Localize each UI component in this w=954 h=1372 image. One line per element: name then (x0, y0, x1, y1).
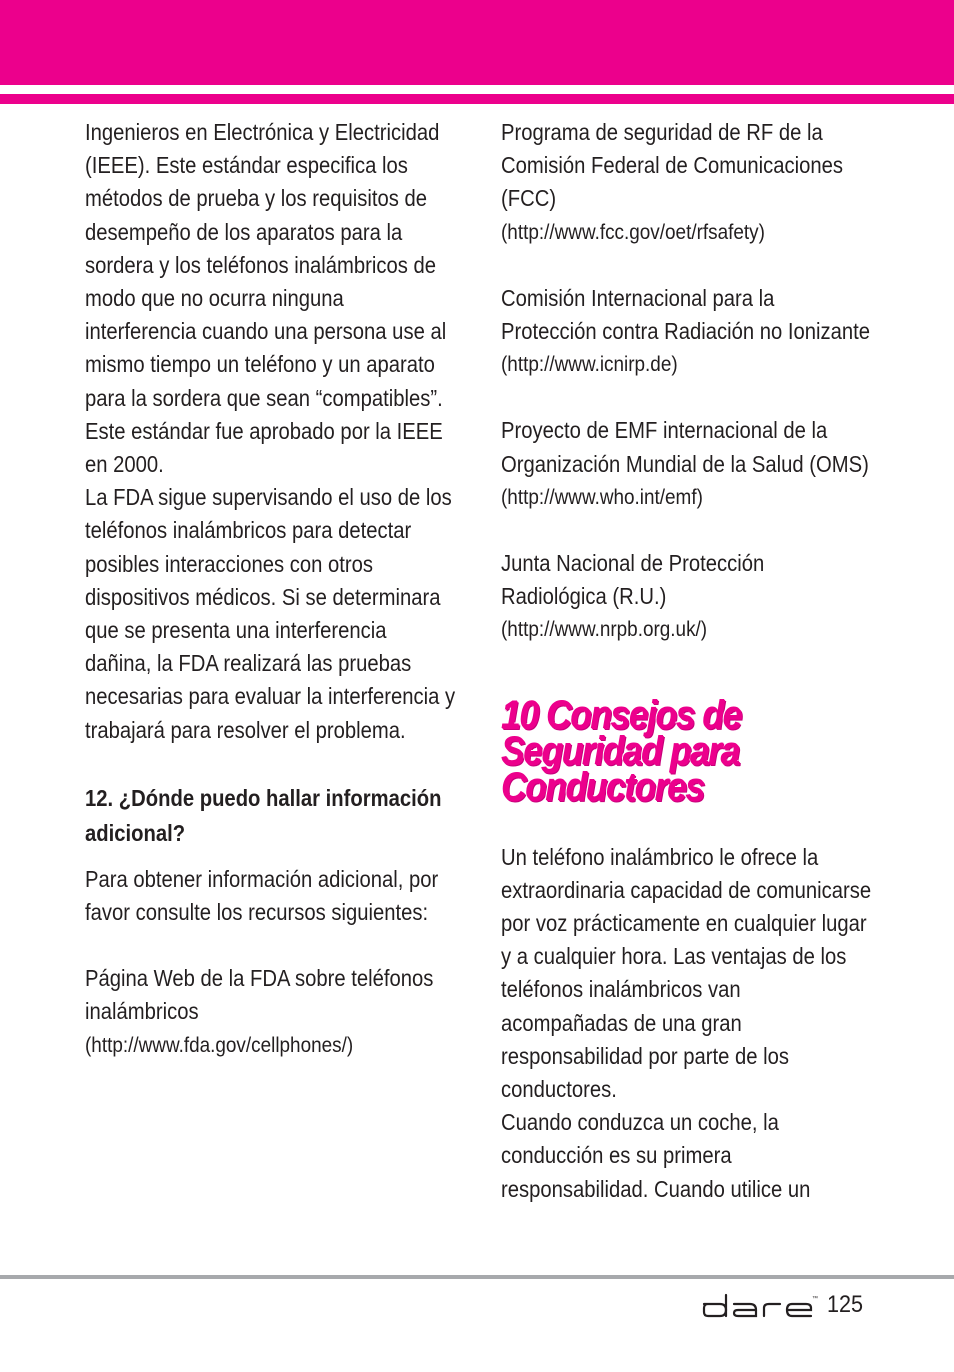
resource-name: Página Web de la FDA sobre teléfonos inalámbricos (85, 965, 434, 1025)
left-column (85, 116, 457, 1062)
header-rule (0, 94, 954, 104)
resource-name: Junta Nacional de Protección Radiológica (R.U.) (501, 550, 765, 610)
header-band (0, 0, 954, 85)
resource-link[interactable]: (http://www.fcc.gov/oet/rfsafety) (501, 219, 765, 244)
footer-rule (0, 1275, 954, 1279)
body-paragraph: Un teléfono inalámbrico le ofrece la extraordinaria capacidad de comunicarse por voz prácticamente en cualquier lugar y a cualquier hora. Las ventajas de los teléfonos inalámbricos van acompañadas de una gran responsabilidad por parte de los conductores. (501, 843, 872, 1103)
resource-name: Comisión Internacional para la Protección contra Radiación no Ionizante (501, 284, 871, 345)
body-paragraph: Ingenieros en Electrónica y Electricidad (IEEE). Este estándar especifica los métodos de prueba y los requisitos de desempeño de los aparatos para la sordera y los teléfonos inalámbricos de modo que no ocurra ninguna interferencia cuando una persona use al mismo tiempo un teléfono y un aparato para la sordera que sean “compatibles”. Este estándar fue aprobado por la IEEE en 2000. (85, 119, 447, 478)
resource-link[interactable]: (http://www.nrpb.org.uk/) (501, 617, 708, 642)
body-paragraph: La FDA sigue supervisando el uso de los teléfonos inalámbricos para detectar posibles interacciones con otros dispositivos médicos. Si se determinara que se presenta una interferencia dañina, la FDA realizará las pruebas necesarias para evaluar la interferencia y trabajará para resolver el problema. (85, 484, 456, 743)
page-number: 125 (827, 1291, 864, 1318)
body-paragraph: Cuando conduzca un coche, la conducción es su primera responsabilidad. Cuando utilice un (501, 1109, 811, 1202)
resource-name: Proyecto de EMF internacional de la Organización Mundial de la Salud (OMS) (501, 417, 869, 477)
page-footer (702, 1291, 867, 1319)
resource-link[interactable]: (http://www.fda.gov/cellphones/) (85, 1032, 354, 1057)
question-heading: 12. ¿Dónde puedo hallar información adicional? (85, 784, 442, 846)
resource-link[interactable]: (http://www.icnirp.de) (501, 352, 678, 377)
body-paragraph: Para obtener información adicional, por favor consulte los recursos siguientes: (85, 865, 439, 926)
dare-logo-icon (702, 1292, 817, 1318)
section-title: 10 Consejos de Seguridad para Conductores (501, 692, 741, 809)
right-column (501, 116, 873, 1206)
resource-link[interactable]: (http://www.who.int/emf) (501, 484, 703, 509)
resource-name: Programa de seguridad de RF de la Comisión Federal de Comunicaciones (FCC) (501, 119, 844, 212)
svg-text:™: ™ (812, 1296, 818, 1302)
